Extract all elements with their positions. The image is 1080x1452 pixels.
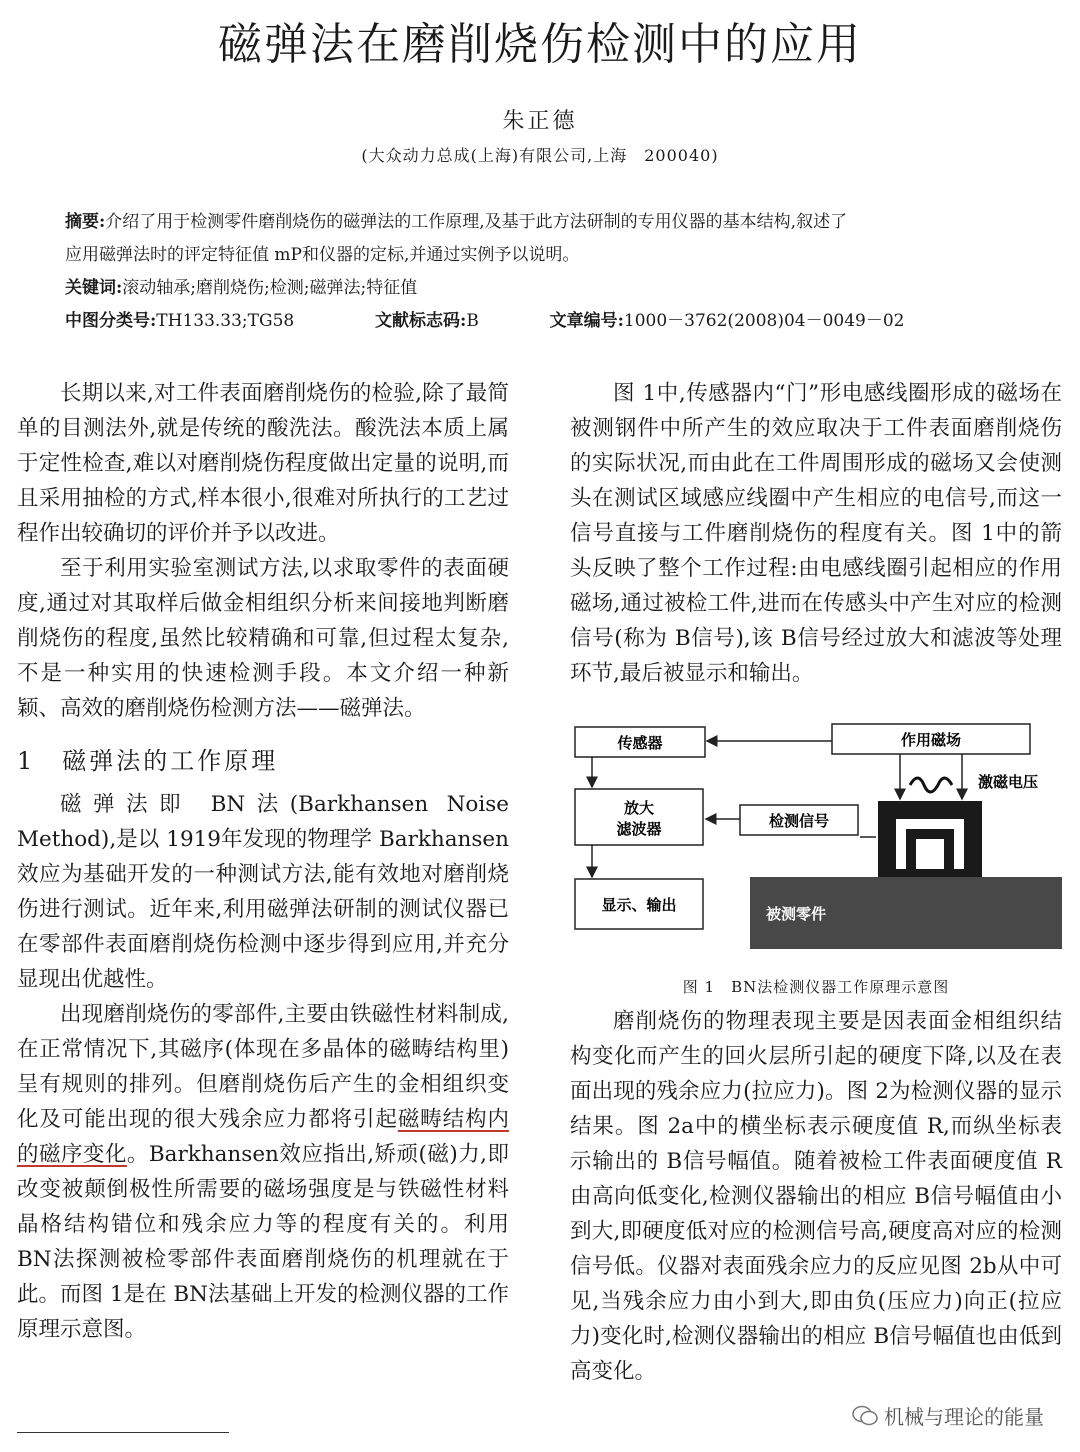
watermark [846,1399,1050,1432]
clc-value: TH133.33;TG58 [156,311,295,331]
underlined-phrase: 磁畴结构内的磁序变化 [17,1107,509,1167]
coil-symbol [910,778,952,792]
right-paragraph-2: 磨削烧伤的物理表现主要是因表面金相组织结构变化而产生的回火层所引起的硬度下降,以及在表面出现的残余应力(拉应力)。图 2为检测仪器的显示结果。图 2a中的横坐标表示硬度值 R,而纵坐标表示输出的 B信号幅值。随着被检工件表面硬度值 R 由高向低变化,检测仪器输出的相应 B信号幅值由小到大,即硬度低对应的检测信号高,硬度高对应的检测信号低。仪器对表面残余应力的反应见图 2b从中可见,当残余应力由小到大,即由负(压应力)向正(拉应力)变化时,检测仪器输出的相应 B信号幅值也由低到高变化。 [570,1009,1062,1384]
box-display-label: 显示、输出 [601,896,677,914]
box-amplifier-line1: 放大 [623,799,655,817]
keywords-label: 关键词: [65,278,123,298]
article-no-value: 1000－3762(2008)04－0049－02 [623,311,905,331]
doc-code-value: B [466,311,479,331]
right-column [570,376,1062,1389]
abstract-text-1: 介绍了用于检测零件磨削烧伤的磁弹法的工作原理,及基于此方法研制的专用仪器的基本结构,叙述了 [105,212,848,232]
abstract-label: 摘要: [65,212,106,232]
box-field-label: 作用磁场 [900,731,962,749]
keywords-value: 滚动轴承;磨削烧伤;检测;磁弹法;特征值 [122,278,418,298]
wechat-icon [852,1405,878,1427]
figure-1-caption: 图 1 BN法检测仪器工作原理示意图 [682,978,950,996]
abstract-block [65,206,1025,338]
box-sensor-label: 传感器 [617,734,663,752]
affiliation: (大众动力总成(上海)有限公司,上海 200040) [361,146,719,165]
left-paragraph-4 [17,997,509,1347]
section-heading-1: 1 磁弹法的工作原理 [17,747,279,775]
article-no-label: 文章编号: [549,311,624,331]
left-paragraph-3: 磁弹法即 BN法(Barkhansen Noise Method),是以 1919年发现的物理学 Barkhansen效应为基础开发的一种测试方法,能有效地对磨削烧伤进行测试。近年来,利用磁弹法研制的测试仪器已在零部件表面磨削烧伤检测中逐步得到应用,并充分显现出优越性。 [17,792,509,992]
clc-label: 中图分类号: [65,311,157,331]
doc-code-label: 文献标志码: [375,311,467,331]
abstract-line-2 [65,239,1025,272]
classification-line [65,305,1025,338]
watermark-text: 机械与理论的能量 [884,1405,1044,1429]
left-p4-part-b: 。Barkhansen效应指出,矫顽(磁)力,即改变被颠倒极性所需要的磁场强度是与铁磁性材料晶格结构错位和残余应力等的程度有关的。利用 BN法探测被检零部件表面磨削烧伤的机理就在于此。而图 1是在 BN法基础上开发的检测仪器的工作原理示意图。 [17,1142,509,1342]
author-name: 朱正德 [502,109,578,134]
right-paragraph-1: 图 1中,传感器内“门”形电感线圈形成的磁场在被测钢件中所产生的效应取决于工件表面磨削烧伤的实际状况,而由此在工件周围形成的磁场又会使测头在测试区域感应线圈中产生相应的电信号,而这一信号直接与工件磨削烧伤的程度有关。图 1中的箭头反映了整个工作过程:由电感线圈引起相应的作用磁场,通过被检工件,进而在传感头中产生对应的检测信号(称为 B信号),该 B信号经过放大和滤波等处理环节,最后被显示和输出。 [570,381,1062,686]
abstract-line-1 [65,206,1025,239]
label-excitation: 激磁电压 [978,773,1039,791]
label-part: 被测零件 [766,905,827,923]
figure-1-diagram [570,719,1062,959]
keywords-line [65,272,1025,305]
box-signal-label: 检测信号 [768,812,830,830]
footnote-rule [17,1432,229,1433]
paper-title: 磁弹法在磨削烧伤检测中的应用 [218,19,862,70]
left-column [17,376,509,1347]
left-p4-part-a: 出现磨削烧伤的零部件,主要由铁磁性材料制成,在正常情况下,其磁序(体现在多晶体的磁畴结构里)呈有规则的排列。但磨削烧伤后产生的金相组织变化及可能出现的很大残余应力都将引起 [17,1002,509,1132]
left-paragraph-2: 至于利用实验室测试方法,以求取零件的表面硬度,通过对其取样后做金相组织分析来间接地判断磨削烧伤的程度,虽然比较精确和可靠,但过程太复杂,不是一种实用的快速检测手段。本文介绍一种新颖、高效的磨削烧伤检测方法——磁弹法。 [17,556,509,721]
box-amplifier-line2: 滤波器 [616,820,662,838]
abstract-text-2: 应用磁弹法时的评定特征值 mP和仪器的定标,并通过实例予以说明。 [65,245,580,265]
left-paragraph-1: 长期以来,对工件表面磨削烧伤的检验,除了最简单的目测法外,就是传统的酸洗法。酸洗法本质上属于定性检查,难以对磨削烧伤程度做出定量的说明,而且采用抽检的方式,样本很小,很难对所执行的工艺过程作出较确切的评价并予以改进。 [17,381,509,546]
